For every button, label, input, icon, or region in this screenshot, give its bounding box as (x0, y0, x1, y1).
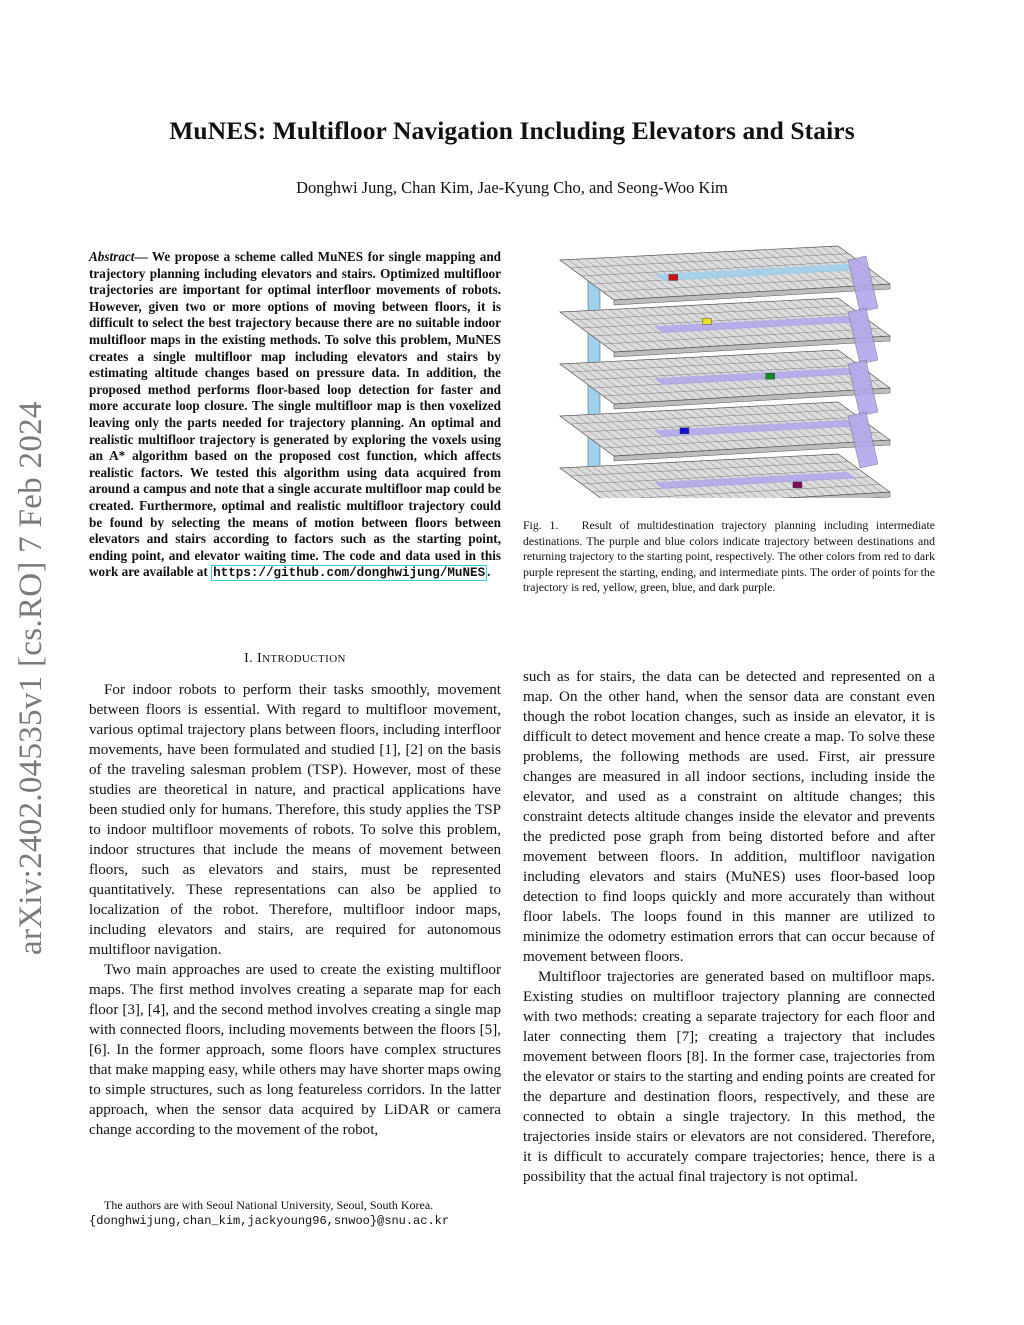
waypoint-yellow (702, 318, 711, 324)
abstract-label: Abstract (89, 249, 135, 264)
start-point-red (669, 274, 678, 280)
section-title-initial: I (256, 651, 263, 666)
abstract-dash: — (134, 249, 152, 264)
section-numeral: I. (244, 651, 257, 666)
author-list: Donghwi Jung, Chan Kim, Jae-Kyung Cho, and Seong-Woo Kim (296, 178, 728, 197)
body-paragraph: Multifloor trajectories are generated based on multifloor maps. Existing studies on multifloor trajectory planning are connected with two methods: creating a separate trajectory for each floor and later connecting them [7]; creating a trajectory that includes movement between floors [8]. In the former case, trajectories from the elevator or stairs to the starting and ending points are created for the departure and destination floors, respectively, and these are connected to obtain a single trajectory. In this method, the trajectories inside stairs or elevators are not considered. Therefore, it is difficult to accurately compare trajectories; hence, there is a possibility that the actual final trajectory is not optimal. (523, 969, 935, 1185)
paper-title: MuNES: Multifloor Navigation Including Elevators and Stairs (169, 116, 855, 145)
introduction-body (89, 680, 501, 1140)
figure-caption (523, 518, 935, 596)
end-point-dark-purple (793, 482, 802, 488)
intro-paragraph: Two main approaches are used to create the existing multifloor maps. The first method involves creating a separate map for each floor [3], [4], and the second method involves creating a single map with connected floors, including movements between the floors [5], [6]. In the former approach, some floors have complex structures that make mapping easy, while others may have shorter maps owing to simple structures, such as long featureless corridors. In the latter approach, when the sensor data acquired by LiDAR or camera change according to the movement of the robot, (89, 962, 501, 1138)
author-footnote (89, 1197, 501, 1229)
waypoint-blue (680, 428, 689, 434)
caption-text: Result of multidestination trajectory planning including intermediate destinations. The purple and blue colors indicate trajectory between destinations and returning trajectory to the starting point, respectively. The other colors from red to dark purple represent the starting, ending, and intermediate pints. The order of points for the trajectory is red, yellow, green, blue, and dark purple. (523, 518, 935, 594)
figure-multifloor-map (548, 238, 904, 498)
section-title-rest: NTRODUCTION (262, 653, 346, 665)
caption-label: Fig. 1. (523, 518, 559, 532)
section-heading-introduction (89, 651, 501, 667)
abstract-text: We propose a scheme called MuNES for single mapping and trajectory planning including elevators and stairs. Optimized multifloor trajectories are important for optimal interfloor movements of robots. However, given two or more options of moving between floors, it is difficult to select the best trajectory because there are no suitable indoor multifloor maps in the existing methods. To solve this problem, MuNES creates a single multifloor map including elevators and stairs by estimating altitude changes based on pressure data. In addition, the proposed method performs floor-based loop detection for faster and more accurate loop closure. The single multifloor map is then voxelized leaving only the parts needed for trajectory planning. An optimal and realistic multifloor trajectory is generated by exploring the voxels using an A* algorithm based on the proposed cost function, which affects realistic factors. We tested this algorithm using data acquired from around a campus and note that a single accurate multifloor map could be created. Furthermore, optimal and realistic multifloor trajectory could be found by selecting the means of motion between floors between elevators and stairs according to factors such as the starting point, ending point, and elevator waiting time. The code and data used in this work are available at (89, 249, 502, 580)
abstract-end: . (487, 564, 491, 580)
intro-paragraph: For indoor robots to perform their tasks smoothly, movement between floors is essential. With regard to multifloor movement, various optimal trajectory plans between floors, including interfloor movements, have been formulated and studied [1], [2] on the basis of the traveling salesman problem (TSP). However, most of these studies are theoretical in nature, and practical applications have been studied only for humans. Therefore, this study applies the TSP to indoor multifloor movements of robots. To solve this problem, indoor structures that include the means of movement between floors, such as elevators and stairs, must be represented quantitatively. These representations can also be applied to localization of the robot. Therefore, multifloor indoor maps, including elevators and stairs, are required for autonomous multifloor navigation. (89, 682, 501, 958)
github-link[interactable]: https://github.com/donghwijung/MuNES (213, 566, 486, 581)
waypoint-green (766, 373, 775, 379)
right-column-body (523, 667, 935, 1187)
body-paragraph: such as for stairs, the data can be detected and represented on a map. On the other hand, when the sensor data are constant even though the robot location changes, such as inside an elevator, it is difficult to detect movement and hence create a map. To solve these problems, the following methods are used. First, air pressure changes are measured in all indoor sections, including inside the elevator, and used as a constraint on altitude changes; this constraint detects altitude changes inside the elevator and prevents the predicted pose graph from being distorted before and after movement between floors. In addition, multifloor navigation including elevators and stairs (MuNES) uses floor-based loop detection to find loops quickly and more accurately than without floor labels. The loops found in this manner are utilized to minimize the odometry estimation errors that can occur because of movement between floors. (523, 669, 935, 965)
arxiv-identifier: arXiv:2402.04535v1 [cs.RO] 7 Feb 2024 (13, 401, 49, 955)
footnote-affiliation: The authors are with Seoul National University, Seoul, South Korea. (104, 1198, 434, 1212)
abstract (89, 249, 501, 582)
footnote-emails: {donghwijung,chan_kim,jackyoung96,snwoo}@snu.ac.kr (89, 1214, 450, 1228)
